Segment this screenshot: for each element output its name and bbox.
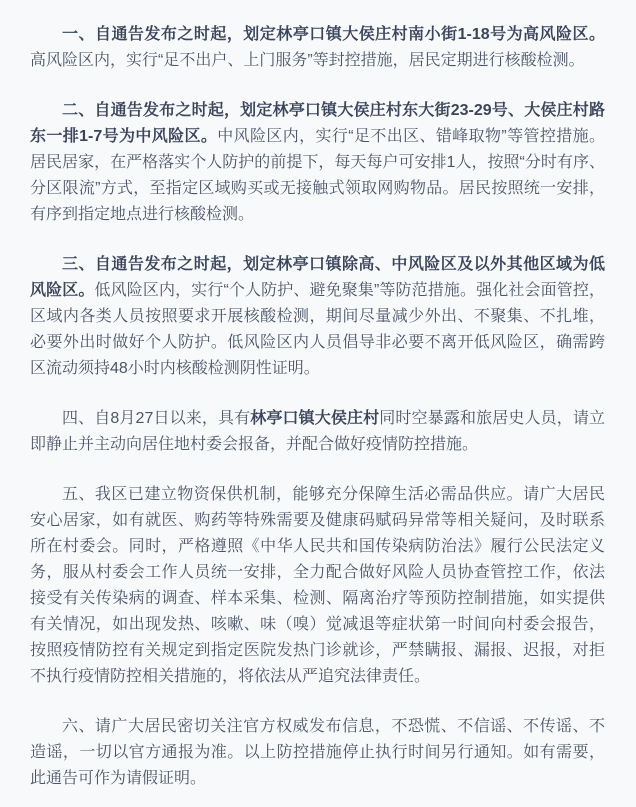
paragraph-segment: 五、我区已建立物资保供机制，能够充分保障生活必需品供应。请广大居民安心居家，如有就医、购药等特殊需要及健康码赋码异常等相关疑问，及时联系所在村委会。同时，严格遵照《中华人民共和国传染病防治法》履行公民法定义务，服从村委会工作人员统一安排，全力配合做好风险人员协查管控工作，依法接受有关传染病的调查、样本采集、检测、隔离治疗等预防控制措施，如实提供有关情况，如出现发热、咳嗽、味（嗅）觉减退等症状第一时间向村委会报告，按照疫情防控有关规定到指定医院发热门诊就诊，严禁瞒报、漏报、迟报，对拒不执行疫情防控相关措施的，将依法从严追究法律责任。 [30, 486, 605, 685]
notice-paragraph [30, 22, 605, 74]
notice-paragraph [30, 98, 605, 228]
paragraph-bold-segment: 一、自通告发布之时起，划定林亭口镇大侯庄村南小街1-18号为高风险区。 [62, 26, 605, 43]
paragraph-segment: 六、请广大居民密切关注官方权威发布信息，不恐慌、不信谣、不传谣、不造谣，一切以官方通报为准。以上防控措施停止执行时间另行通知。如有需要，此通告可作为请假证明。 [30, 718, 605, 787]
notice-paragraph [30, 406, 605, 458]
notice-body [30, 22, 605, 792]
paragraph-segment: 四、自8月27日以来，具有 [62, 410, 251, 427]
notice-paragraph [30, 714, 605, 792]
paragraph-bold-segment: 三、自通告发布之时起，划定林亭口镇除高、中风险区及以外其他区域为低风险区。 [30, 256, 605, 299]
paragraph-bold-segment: 二、自通告发布之时起，划定林亭口镇大侯庄村东大街23-29号、大侯庄村路东一排1-7号为中风险区。 [30, 102, 605, 145]
paragraph-bold-segment: 林亭口镇大侯庄村 [250, 410, 380, 427]
paragraph-segment: 中风险区内，实行“足不出区、错峰取物”等管控措施。居民居家，在严格落实个人防护的前提下，每天每户可安排1人，按照“分时有序、分区限流”方式，至指定区域购买或无接触式领取网购物品。居民按照统一安排，有序到指定地点进行核酸检测。 [30, 128, 605, 223]
notice-paragraph [30, 482, 605, 690]
paragraph-segment: 同时空暴露和旅居史人员，请立即静止并主动向居住地村委会报备，并配合做好疫情防控措施。 [30, 410, 605, 453]
paragraph-segment: 高风险区内，实行“足不出户、上门服务”等封控措施，居民定期进行核酸检测。 [30, 52, 585, 69]
paragraph-segment: 低风险区内，实行“个人防护、避免聚集”等防范措施。强化社会面管控，区域内各类人员按照要求开展核酸检测，期间尽量减少外出、不聚集、不扎堆，必要外出时做好个人防护。低风险区内人员倡导非必要不离开低风险区，确需跨区流动须持48小时内核酸检测阴性证明。 [30, 282, 605, 377]
notice-paragraph [30, 252, 605, 382]
